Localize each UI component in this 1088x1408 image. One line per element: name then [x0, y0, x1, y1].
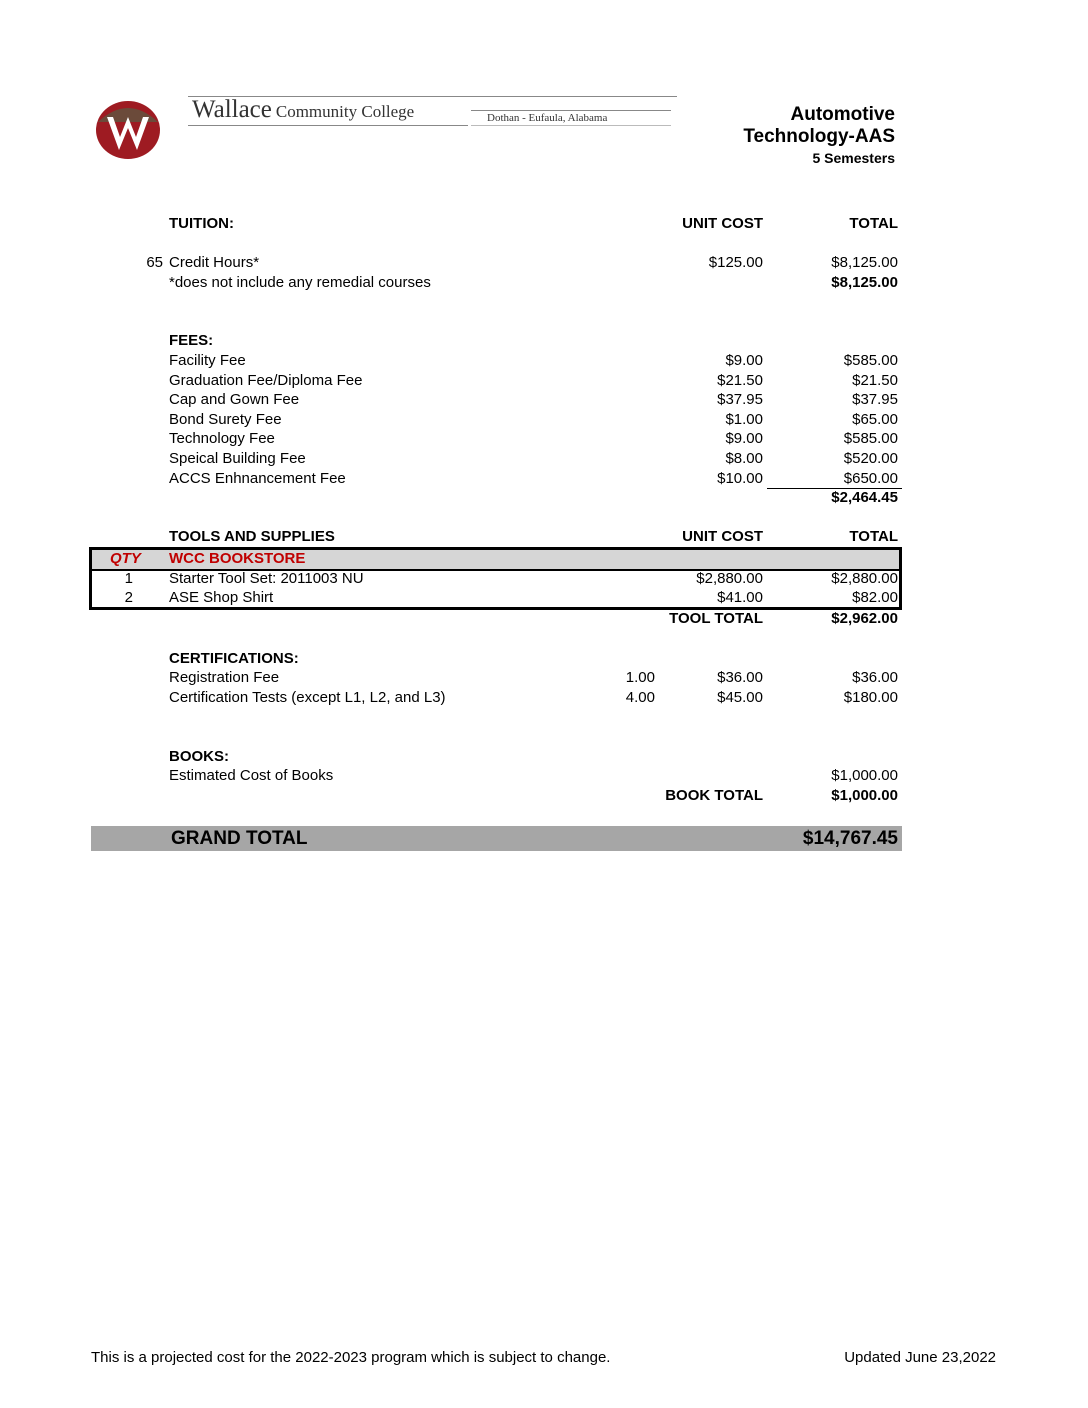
- fee-unit-cost: $10.00: [717, 470, 763, 487]
- college-name-sub: Community College: [275, 102, 415, 121]
- books-heading: BOOKS:: [169, 748, 229, 765]
- tuition-unit-cost-header: UNIT COST: [682, 215, 763, 232]
- books-amount: $1,000.00: [831, 767, 898, 784]
- credit-hours-total: $8,125.00: [831, 254, 898, 271]
- cert-total: $180.00: [843, 689, 898, 706]
- fee-unit-cost: $1.00: [725, 411, 763, 428]
- cert-unit-cost: $45.00: [717, 689, 763, 706]
- fee-total: $585.00: [843, 430, 898, 447]
- college-wordmark: [192, 96, 414, 124]
- fee-label: Bond Surety Fee: [169, 411, 282, 428]
- tool-grand-total: $2,962.00: [831, 610, 898, 627]
- grand-total-amount: $14,767.45: [802, 828, 898, 849]
- program-duration: 5 Semesters: [812, 150, 895, 166]
- fee-unit-cost: $8.00: [725, 450, 763, 467]
- header-loc-under-rule: [471, 125, 671, 126]
- footer-updated-date: Updated June 23,2022: [844, 1349, 996, 1366]
- program-title-line2: Technology-AAS: [743, 126, 895, 147]
- fee-total: $585.00: [843, 352, 898, 369]
- cert-label: Registration Fee: [169, 669, 280, 686]
- tool-label: Starter Tool Set: 2011003 NU: [169, 570, 364, 587]
- footer-disclaimer: This is a projected cost for the 2022-2023 program which is subject to change.: [91, 1349, 611, 1366]
- fee-unit-cost: $9.00: [725, 430, 763, 447]
- tool-total-label: TOOL TOTAL: [669, 610, 763, 627]
- college-locations: Dothan - Eufaula, Alabama: [487, 112, 608, 124]
- college-name-main: Wallace: [192, 96, 272, 123]
- tool-total: $2,880.00: [831, 570, 898, 587]
- books-label: Estimated Cost of Books: [169, 767, 334, 784]
- fee-label: Cap and Gown Fee: [169, 391, 300, 408]
- fee-label: Speical Building Fee: [169, 450, 306, 467]
- fee-total: $21.50: [852, 372, 898, 389]
- tool-qty: 1: [124, 570, 133, 587]
- cert-qty: 1.00: [625, 669, 655, 686]
- vendor-name: WCC BOOKSTORE: [169, 550, 306, 567]
- certifications-heading: CERTIFICATIONS:: [169, 650, 299, 667]
- credit-hours-count: 65: [146, 254, 163, 271]
- tools-heading: TOOLS AND SUPPLIES: [169, 528, 335, 545]
- cert-qty: 4.00: [625, 689, 655, 706]
- college-logo: [95, 100, 161, 160]
- tuition-heading: TUITION:: [169, 215, 234, 232]
- header-loc-rule: [471, 110, 671, 111]
- fee-label: Technology Fee: [169, 430, 275, 447]
- tools-total-header: TOTAL: [849, 528, 898, 545]
- program-title-block: [743, 104, 895, 168]
- credit-hours-unit-cost: $125.00: [708, 254, 763, 271]
- fee-label: Graduation Fee/Diploma Fee: [169, 372, 363, 389]
- tools-box-left: [89, 547, 92, 610]
- credit-hours-label: Credit Hours*: [169, 254, 260, 271]
- tool-total: $82.00: [852, 589, 898, 606]
- tuition-total-header: TOTAL: [849, 215, 898, 232]
- book-total: $1,000.00: [831, 787, 898, 804]
- fee-unit-cost: $37.95: [717, 391, 763, 408]
- book-total-label: BOOK TOTAL: [665, 787, 763, 804]
- fee-label: ACCS Enhnancement Fee: [169, 470, 346, 487]
- tool-qty: 2: [124, 589, 133, 606]
- header-under-rule: [188, 125, 468, 126]
- cert-label: Certification Tests (except L1, L2, and L3): [169, 689, 446, 706]
- fee-total: $37.95: [852, 391, 898, 408]
- fee-total: $520.00: [843, 450, 898, 467]
- tool-unit-cost: $2,880.00: [696, 570, 763, 587]
- tuition-note: *does not include any remedial courses: [169, 274, 431, 291]
- fee-unit-cost: $21.50: [717, 372, 763, 389]
- fees-subtotal: $2,464.45: [831, 489, 898, 506]
- fee-total: $650.00: [843, 470, 898, 487]
- tools-box-right: [899, 547, 902, 610]
- tool-unit-cost: $41.00: [717, 589, 763, 606]
- tool-label: ASE Shop Shirt: [169, 589, 274, 606]
- cert-unit-cost: $36.00: [717, 669, 763, 686]
- program-title-line1: Automotive: [790, 104, 895, 125]
- tools-unit-cost-header: UNIT COST: [682, 528, 763, 545]
- fees-heading: FEES:: [169, 332, 214, 349]
- fee-total: $65.00: [852, 411, 898, 428]
- cert-total: $36.00: [852, 669, 898, 686]
- fee-label: Facility Fee: [169, 352, 246, 369]
- fee-unit-cost: $9.00: [725, 352, 763, 369]
- tuition-subtotal: $8,125.00: [831, 274, 898, 291]
- qty-header: QTY: [110, 550, 141, 567]
- grand-total-label: GRAND TOTAL: [171, 828, 308, 849]
